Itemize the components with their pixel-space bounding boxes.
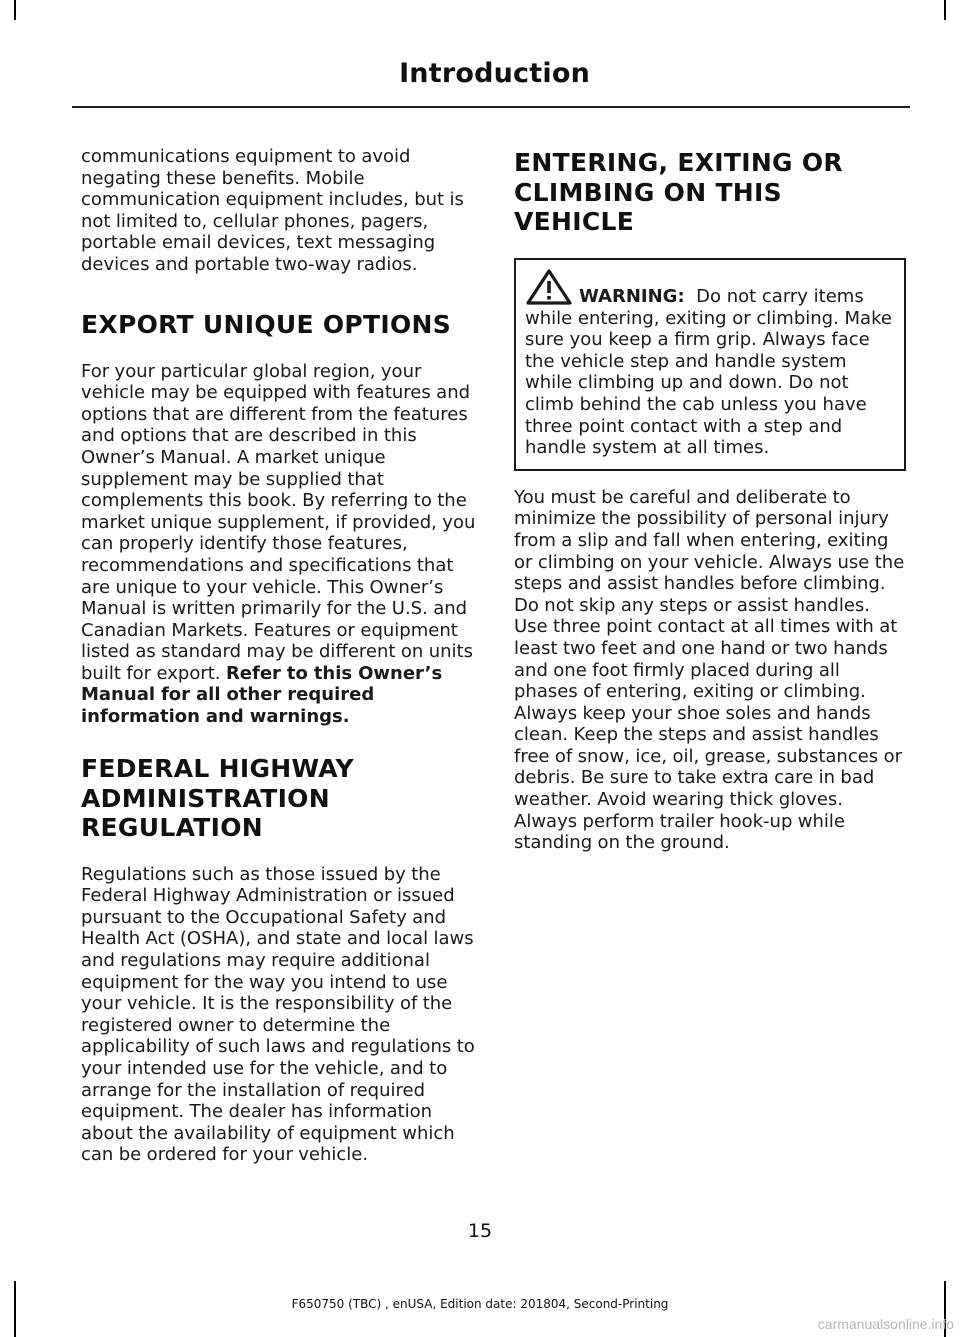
edition-footer: F650750 (TBC) , enUSA, Edition date: 201804, Second-Printing bbox=[291, 1297, 669, 1311]
federal-heading-line1: FEDERAL HIGHWAY bbox=[81, 753, 354, 783]
warning-paragraph bbox=[525, 268, 896, 459]
left-column bbox=[81, 146, 477, 1166]
federal-heading-line2: ADMINISTRATION bbox=[81, 783, 330, 813]
warning-label: WARNING: bbox=[579, 286, 685, 307]
export-paragraph-text: For your particular global region, your vehicle may be equipped with features and options that are different from the features and options that are described in this Owner’s Manual. A market unique supplement may be supplied that complements this book. By referring to the market unique supplement, if provided, you can properly identify those features, recommendations and specifications that are unique to your vehicle. This Owner’s Manual is written primarily for the U.S. and Canadian Markets. Features or equipment listed as standard may be different on units built for export. bbox=[81, 360, 476, 684]
export-paragraph-bold: Refer to this Owner’s Manual for all other required information and warnings. bbox=[81, 662, 443, 728]
crop-mark-top-left bbox=[14, 0, 16, 20]
federal-paragraph: Regulations such as those issued by the Federal Highway Administration or issued pursuant to the Occupational Safety and Health Act (OSHA), and state and local laws and regulations may require additional equipment for the way you intend to use your vehicle. It is the responsibility of the registered owner to determine the applicability of such laws and regulations to your intended use for the vehicle, and to arrange for the installation of required equipment. The dealer has information about the availability of equipment which can be ordered for your vehicle. bbox=[81, 863, 475, 1166]
watermark-text: carmanualsonline.info bbox=[817, 1316, 954, 1332]
federal-heading-line3: REGULATION bbox=[81, 812, 264, 842]
entering-paragraph: You must be careful and deliberate to minimize the possibility of personal injury from a slip and fall when entering, exiting or climbing on your vehicle. Always use the steps and assist handles before climbing. Do not skip any steps or assist handles. Use three point contact at all times with at least two feet and one hand or two hands and one foot firmly placed during all phases of entering, exiting or climbing. Always keep your shoe soles and hands clean. Keep the steps and assist handles free of snow, ice, oil, grease, substances or debris. Be sure to take extra care in bad weather. Avoid wearing thick gloves. Always perform trailer hook-up while standing on the ground. bbox=[514, 486, 905, 854]
header-divider bbox=[72, 106, 910, 108]
federal-heading bbox=[81, 754, 477, 842]
export-heading: EXPORT UNIQUE OPTIONS bbox=[81, 309, 452, 339]
warning-triangle-icon bbox=[525, 268, 573, 306]
entering-heading-line2: CLIMBING ON THIS VEHICLE bbox=[514, 178, 782, 236]
entering-heading-line1: ENTERING, EXITING OR bbox=[514, 148, 843, 177]
right-column bbox=[514, 148, 906, 854]
page-number: 15 bbox=[467, 1220, 493, 1242]
warning-text: Do not carry items while entering, exiting or climbing. Make sure you keep a firm grip. Always face the vehicle step and handle system while climbing up and down. Do not climb behind the cab unless you have three point contact with a step and handle system at all times. bbox=[525, 286, 892, 459]
warning-box bbox=[514, 258, 906, 471]
entering-heading bbox=[514, 148, 906, 236]
page-header-title: Introduction bbox=[399, 58, 590, 89]
export-paragraph bbox=[81, 361, 477, 728]
intro-paragraph: communications equipment to avoid negating these benefits. Mobile communication equipment includes, but is not limited to, cellular phones, pagers, portable email devices, text messaging devices and portable two-way radios. bbox=[81, 146, 464, 275]
crop-mark-top-right bbox=[944, 0, 946, 20]
